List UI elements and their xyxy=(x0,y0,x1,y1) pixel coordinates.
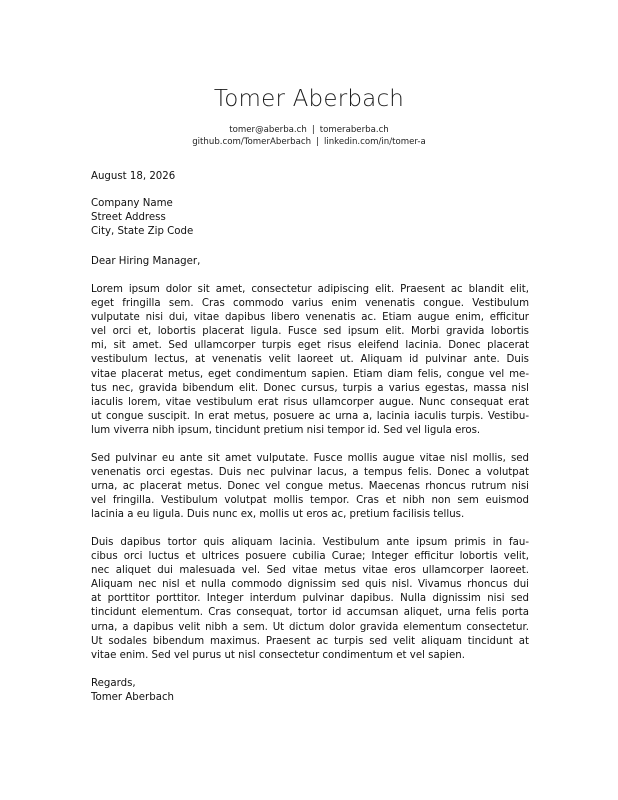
email-link[interactable]: tomer@aberba.ch xyxy=(229,125,307,135)
website-link[interactable]: tomeraberba.ch xyxy=(319,125,389,135)
paragraph-line: at porttitor porttitor. Integer interdum pulvinar dapibus. Nulla dignissim nisi sed xyxy=(91,593,529,605)
contact-separator: | xyxy=(311,125,315,135)
paragraph-line: ut congue suscipit. In erat metus, posuere ac urna a, lacinia iaculis turpis. Vestibu- xyxy=(91,410,529,422)
paragraph-line: vitae enim. Sed vel purus ut nisl consectetur condimentum et vel sapien. xyxy=(91,649,465,661)
signature-name: Tomer Aberbach xyxy=(91,692,175,704)
paragraph-line: vulputate nisi dui, vitae dapibus libero venenatis ac. Etiam augue enim, efficitur xyxy=(91,312,529,324)
paragraph-line: iaculis lorem, vitae vestibulum erat risus ullamcorper augue. Nunc consequat erat xyxy=(91,396,529,408)
contact-separator: | xyxy=(316,137,319,147)
address-line: City, State Zip Code xyxy=(91,226,194,238)
paragraph-line: vel orci et, lobortis placerat ligula. Fusce sed ipsum elit. Morbi gravida lobortis xyxy=(91,326,529,338)
greeting: Dear Hiring Manager, xyxy=(91,256,201,267)
letter-date: August 18, 2026 xyxy=(91,171,176,182)
github-link[interactable]: github.com/TomerAberbach xyxy=(192,137,312,147)
paragraph-line: Duis dapibus tortor quis aliquam lacinia. Vestibulum ante ipsum primis in fau- xyxy=(91,537,529,548)
contact-line-1 xyxy=(0,124,618,136)
paragraph-3 xyxy=(91,536,529,663)
paragraph-line: tincidunt elementum. Cras consequat, tortor id accumsan aliquet, urna felis porta xyxy=(91,607,529,619)
closing-block xyxy=(91,677,529,705)
paragraph-1 xyxy=(91,283,529,438)
linkedin-link[interactable]: linkedin.com/in/tomer-a xyxy=(323,137,426,147)
paragraph-2 xyxy=(91,452,529,522)
address-line: Company Name xyxy=(91,198,173,209)
paragraph-line: Aliquam nec nisl et nulla commodo dignissim sed quis nisl. Vivamus rhoncus dui xyxy=(91,579,529,591)
paragraph-line: urna, ac placerat metus. Donec vel congue metus. Maecenas rhoncus rutrum nisi xyxy=(91,481,529,493)
recipient-address xyxy=(91,197,529,239)
paragraph-line: cibus orci luctus et ultrices posuere cubilia Curae; Integer efficitur lobortis velit, xyxy=(91,551,529,563)
paragraph-line: Sed pulvinar eu ante sit amet vulputate. Fusce mollis augue vitae nisl mollis, sed xyxy=(91,453,529,464)
paragraph-line: vestibulum lectus, at venenatis velit laoreet ut. Aliquam id pulvinar ante. Duis xyxy=(91,354,529,366)
paragraph-line: mi, sit amet. Sed ullamcorper turpis eget risus eleifend lacinia. Donec placerat xyxy=(91,340,529,352)
paragraph-line: lacinia a eu ligula. Duis nunc ex, mollis ut eros ac, pretium facilisis tellus. xyxy=(91,509,465,521)
paragraph-line: urna, a dapibus velit nibh a sem. Ut dictum dolor gravida elementum consectetur. xyxy=(91,621,529,633)
paragraph-line: Lorem ipsum dolor sit amet, consectetur adipiscing elit. Praesent ac blandit elit, xyxy=(91,284,529,295)
paragraph-line: nec aliquet dui malesuada vel. Sed vitae metus vitae eros ullamcorper laoreet. xyxy=(91,565,529,577)
applicant-name: Tomer Aberbach xyxy=(213,86,405,112)
paragraph-line: vitae placerat metus, eget condimentum sapien. Etiam diam felis, congue vel me- xyxy=(91,368,529,380)
paragraph-line: lum viverra nibh ipsum, tincidunt pretium nisi tempor id. Sed vel ligula eros. xyxy=(91,424,481,436)
paragraph-line: tus nec, gravida bibendum elit. Donec cursus, turpis a varius egestas, massa nisl xyxy=(91,382,529,394)
contact-line-2 xyxy=(0,136,618,148)
paragraph-line: eget fringilla sem. Cras commodo varius enim venenatis congue. Vestibulum xyxy=(91,298,529,310)
paragraph-line: venenatis orci egestas. Duis nec pulvinar lacus, a tempus felis. Donec a volutpat xyxy=(91,467,529,479)
address-line: Street Address xyxy=(91,212,166,224)
paragraph-line: Ut sodales bibendum maximus. Praesent ac turpis sed velit aliquam tincidunt at xyxy=(91,635,529,647)
closing: Regards, xyxy=(91,678,136,689)
paragraph-line: vel fringilla. Vestibulum volutpat mollis tempor. Cras et nibh non sem euismod xyxy=(91,495,529,507)
